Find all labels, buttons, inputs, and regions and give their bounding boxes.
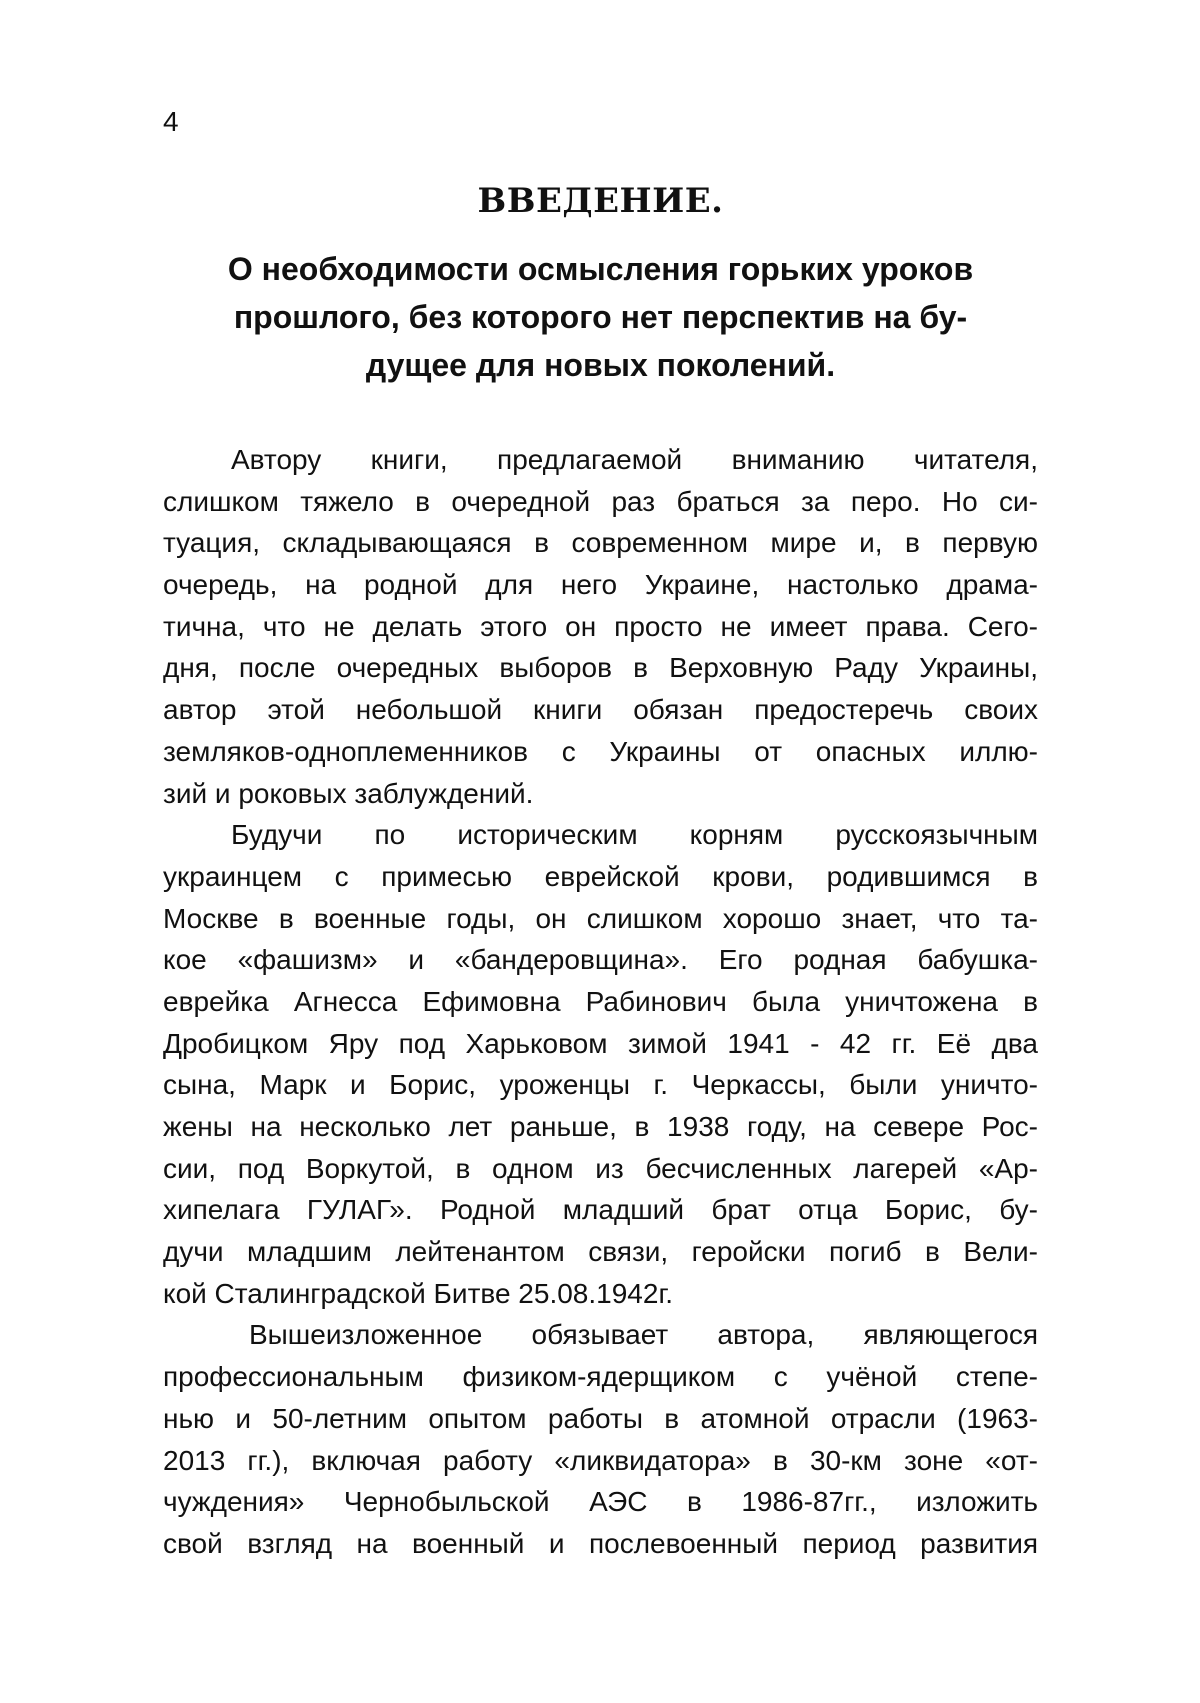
- text-line: хипелага ГУЛАГ». Родной младший брат отца Борис, бу-: [163, 1194, 1038, 1226]
- text-line: профессиональным физиком-ядерщиком с учёной степе-: [163, 1361, 1038, 1393]
- text-line: слишком тяжело в очередной раз браться за перо. Но си-: [163, 485, 1038, 517]
- text-line: свой взгляд на военный и послевоенный период развития: [163, 1527, 1038, 1559]
- text-line: земляков-одноплеменников с Украины от опасных иллю-: [163, 735, 1038, 767]
- text-line: туация, складывающаяся в современном мире и, в первую: [163, 527, 1038, 559]
- subtitle-line: О необходимости осмысления горьких уроков: [227, 251, 974, 287]
- text-line: 2013 гг.), включая работу «ликвидатора» в 30-км зоне «от-: [163, 1444, 1038, 1476]
- text-line: Москве в военные годы, он слишком хорошо знает, что та-: [163, 902, 1038, 934]
- subtitle-line: дущее для новых поколений.: [365, 347, 836, 383]
- text-line: дня, после очередных выборов в Верховную Раду Украины,: [163, 652, 1038, 684]
- text-line: очередь, на родной для него Украине, настолько драма-: [163, 569, 1038, 601]
- body-text: [163, 439, 1038, 1565]
- chapter-subtitle: [163, 245, 1038, 389]
- text-line: чуждения» Чернобыльской АЭС в 1986-87гг., изложить: [163, 1486, 1038, 1518]
- text-line: кое «фашизм» и «бандеровщина». Его родная бабушка-: [163, 944, 1038, 976]
- text-line: автор этой небольшой книги обязан предостеречь своих: [163, 694, 1038, 726]
- text-line: тична, что не делать этого он просто не имеет права. Сего-: [163, 610, 1038, 642]
- text-line: жены на несколько лет раньше, в 1938 году, на севере Рос-: [163, 1111, 1038, 1142]
- page-number: 4: [163, 106, 179, 137]
- text-line: зий и роковых заблуждений.: [163, 777, 534, 809]
- text-line: сына, Марк и Борис, уроженцы г. Черкассы, были уничто-: [163, 1069, 1038, 1101]
- text-line: украинцем с примесью еврейской крови, родившимся в: [163, 860, 1038, 892]
- text-line: сии, под Воркутой, в одном из бесчисленных лагерей «Ар-: [163, 1152, 1038, 1184]
- text-line: Автору книги, предлагаемой вниманию читателя,: [231, 444, 1038, 475]
- text-line: Дробицком Яру под Харьковом зимой 1941 - 42 гг. Её два: [163, 1027, 1038, 1059]
- text-line: Вышеизложенное обязывает автора, являющегося: [249, 1319, 1038, 1351]
- chapter-heading: ВВЕДЕНИЕ.: [477, 181, 724, 221]
- text-line: еврейка Агнесса Ефимовна Рабинович была уничтожена в: [163, 985, 1038, 1017]
- text-line: дучи младшим лейтенантом связи, геройски погиб в Вели-: [163, 1236, 1038, 1268]
- text-line: нью и 50-летним опытом работы в атомной отрасли (1963-: [163, 1402, 1038, 1434]
- text-line: Будучи по историческим корням русскоязычным: [231, 819, 1038, 851]
- subtitle-line: прошлого, без которого нет перспектив на бу-: [233, 299, 968, 335]
- text-line: кой Сталинградской Битве 25.08.1942г.: [163, 1277, 674, 1309]
